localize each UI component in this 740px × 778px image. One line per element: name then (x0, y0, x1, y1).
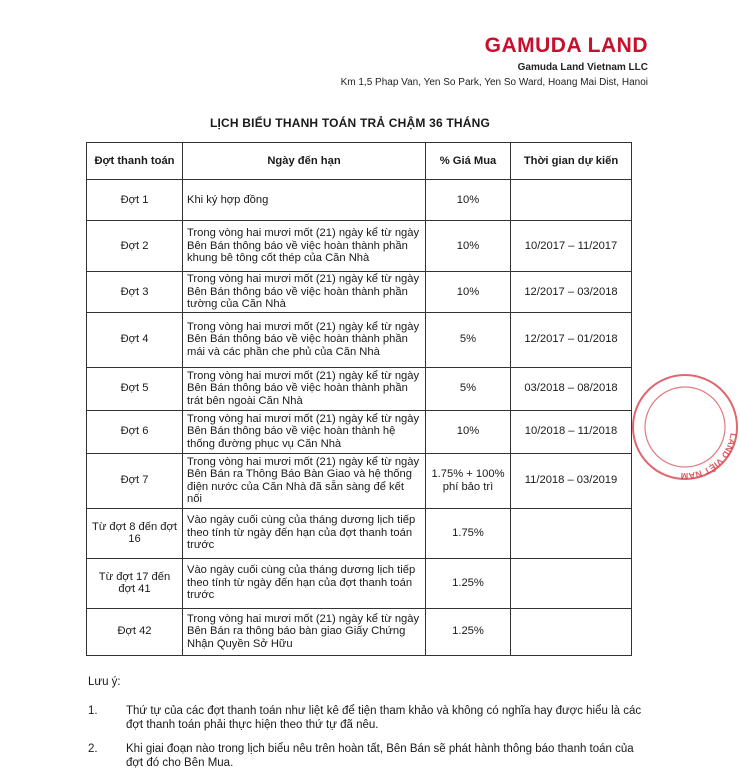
cell-due: Trong vòng hai mươi mốt (21) ngày kể từ ngày Bên Bán ra thông báo bàn giao Giấy Chứng Nhận Quyền Sở Hữu (183, 608, 426, 655)
table-row (87, 312, 632, 367)
cell-installment: Đợt 3 (87, 272, 183, 313)
cell-installment: Từ đợt 8 đến đợt 16 (87, 508, 183, 558)
cell-time: 12/2017 – 01/2018 (511, 312, 632, 367)
cell-due: Khi ký hợp đồng (183, 180, 426, 221)
cell-time: 10/2017 – 11/2017 (511, 221, 632, 272)
cell-due: Vào ngày cuối cùng của tháng dương lịch tiếp theo tính từ ngày đến hạn của đợt thanh toán trước (183, 508, 426, 558)
cell-percent: 1.25% (426, 608, 511, 655)
table-row (87, 558, 632, 608)
cell-installment: Từ đợt 17 đến đợt 41 (87, 558, 183, 608)
table-row (87, 180, 632, 221)
cell-percent: 5% (426, 312, 511, 367)
cell-installment: Đợt 7 (87, 453, 183, 508)
cell-percent: 10% (426, 221, 511, 272)
document-title: LỊCH BIỂU THANH TOÁN TRẢ CHẬM 36 THÁNG (209, 116, 491, 130)
cell-installment: Đợt 6 (87, 410, 183, 453)
payment-schedule-table (86, 142, 632, 656)
header-due-date: Ngày đến hạn (183, 143, 426, 180)
cell-percent: 10% (426, 272, 511, 313)
company-address: Km 1,5 Phap Van, Yen So Park, Yen So Ward, Hoang Mai Dist, Hanoi (340, 77, 648, 88)
cell-time (511, 608, 632, 655)
cell-time: 03/2018 – 08/2018 (511, 367, 632, 410)
table-header-row (87, 143, 632, 180)
svg-text:LAND VIỆT NAM (681, 432, 739, 481)
note-number: 1. (88, 705, 98, 717)
cell-installment: Đợt 5 (87, 367, 183, 410)
cell-time: 11/2018 – 03/2019 (511, 453, 632, 508)
note-number: 2. (88, 743, 98, 755)
table-row (87, 221, 632, 272)
header-installment: Đợt thanh toán (87, 143, 183, 180)
table-row (87, 508, 632, 558)
cell-percent: 10% (426, 410, 511, 453)
cell-time: 10/2018 – 11/2018 (511, 410, 632, 453)
note-text: Thứ tự của các đợt thanh toán như liệt kê để tiện tham khảo và không có nghĩa hay được hiểu là các đợt thanh toán phải thực hiện theo thứ tự đã nêu. (126, 705, 642, 731)
cell-due: Trong vòng hai mươi mốt (21) ngày kể từ ngày Bên Bán thông báo về việc hoàn thành hệ thống đường phục vụ Căn Nhà (183, 410, 426, 453)
cell-due: Vào ngày cuối cùng của tháng dương lịch tiếp theo tính từ ngày đến hạn của đợt thanh toán trước (183, 558, 426, 608)
header-percent: % Giá Mua (426, 143, 511, 180)
company-name: Gamuda Land Vietnam LLC (517, 62, 648, 73)
table-row (87, 367, 632, 410)
table-row (87, 608, 632, 655)
cell-installment: Đợt 4 (87, 312, 183, 367)
cell-percent: 5% (426, 367, 511, 410)
cell-due: Trong vòng hai mươi mốt (21) ngày kể từ ngày Bên Bán thông báo về việc hoàn thành phần tường của Căn Nhà (183, 272, 426, 313)
cell-percent: 1.75% + 100% phí bảo trì (426, 453, 511, 508)
cell-due: Trong vòng hai mươi mốt (21) ngày kể từ ngày Bên Bán thông báo về việc hoàn thành phần trát bên ngoài Căn Nhà (183, 367, 426, 410)
cell-due: Trong vòng hai mươi mốt (21) ngày kể từ ngày Bên Bán thông báo về việc hoàn thành phần mái và các phần che phủ của Căn Nhà (183, 312, 426, 367)
cell-time: 12/2017 – 03/2018 (511, 272, 632, 313)
table-row (87, 410, 632, 453)
cell-installment: Đợt 1 (87, 180, 183, 221)
cell-percent: 10% (426, 180, 511, 221)
brand-logo: GAMUDA LAND (484, 34, 648, 57)
cell-time (511, 180, 632, 221)
note-text: Khi giai đoạn nào trong lịch biểu nêu trên hoàn tất, Bên Bán sẽ phát hành thông báo thanh toán của đợt đó cho Bên Mua. (126, 743, 634, 769)
cell-installment: Đợt 2 (87, 221, 183, 272)
cell-due: Trong vòng hai mươi mốt (21) ngày kể từ ngày Bên Bán thông báo về việc hoàn thành phần khung bê tông cốt thép của Căn Nhà (183, 221, 426, 272)
table-row (87, 272, 632, 313)
header-expected-time: Thời gian dự kiến (511, 143, 632, 180)
cell-time (511, 508, 632, 558)
cell-time (511, 558, 632, 608)
cell-percent: 1.75% (426, 508, 511, 558)
cell-installment: Đợt 42 (87, 608, 183, 655)
cell-percent: 1.25% (426, 558, 511, 608)
table-row (87, 453, 632, 508)
stamp-text: LAND VIỆT NAM (680, 432, 739, 482)
notes-label: Lưu ý: (88, 676, 121, 688)
company-seal-stamp (630, 372, 740, 482)
cell-due: Trong vòng hai mươi mốt (21) ngày kể từ ngày Bên Bán ra Thông Báo Bàn Giao và hệ thống điện nước của Căn Nhà đã sẵn sàng để kết nối (183, 453, 426, 508)
